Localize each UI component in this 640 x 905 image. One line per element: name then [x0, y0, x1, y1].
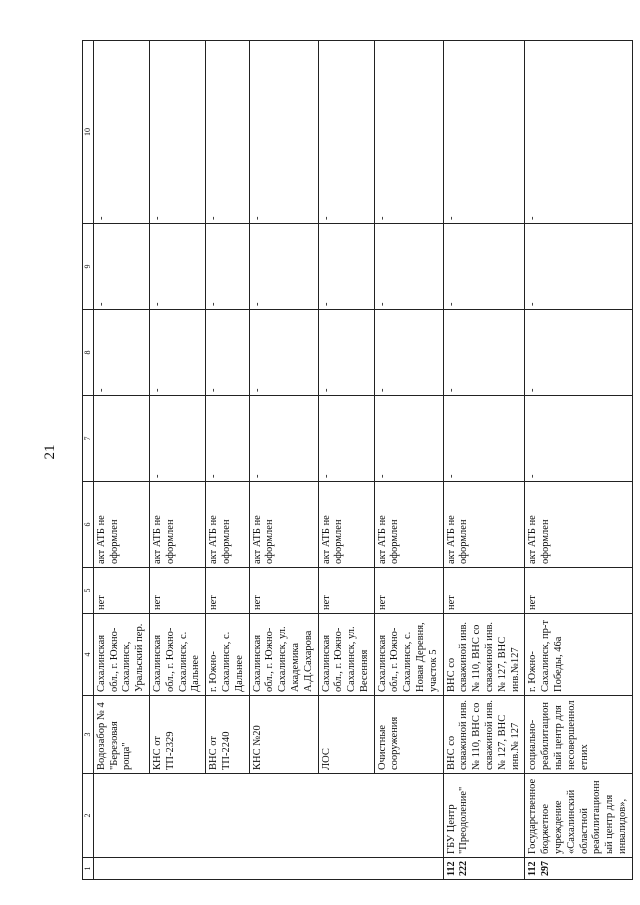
col8-value: -: [374, 310, 443, 396]
category: нет: [249, 568, 318, 614]
rotated-table: [82, 40, 629, 880]
act-status: акт АТБ не оформлен: [93, 482, 149, 568]
object-name: ВНС от ТП-2240: [206, 696, 249, 774]
org-name-cell: [93, 774, 443, 858]
object-name: ВНС со скважиной инв.№ 110, ВНС со скважиной инв. № 127, ВНС инв.№ 127: [443, 696, 525, 774]
table-row: [374, 41, 443, 880]
col9-value: -: [443, 224, 525, 310]
object-address: Сахалинская обл., г. Южно-Сахалинск, Уральский пер.: [93, 614, 149, 696]
col9-value: -: [318, 224, 374, 310]
col9-value: -: [374, 224, 443, 310]
column-number-row: [83, 41, 94, 880]
org-id-cell: 112222: [443, 858, 525, 880]
col10-value: -: [318, 41, 374, 224]
object-name: социально-реабилитационный центр для несовершеннолетних: [525, 696, 632, 774]
col10-value: -: [93, 41, 149, 224]
col10-value: -: [249, 41, 318, 224]
object-name: КНС от ТП-2329: [149, 696, 205, 774]
column-number: 9: [83, 224, 94, 310]
column-number: 5: [83, 568, 94, 614]
col8-value: -: [149, 310, 205, 396]
object-address: Сахалинская обл., г. Южно-Сахалинск, с. Дальнее: [149, 614, 205, 696]
table-row: [443, 41, 525, 880]
object-name: Очистные сооружения: [374, 696, 443, 774]
col7-value: -: [374, 396, 443, 482]
col10-value: -: [525, 41, 632, 224]
column-number: 2: [83, 774, 94, 858]
col8-value: -: [443, 310, 525, 396]
object-name: КНС №20: [249, 696, 318, 774]
org-id-cell: [93, 858, 443, 880]
object-address: Сахалинская обл., г. Южно-Сахалинск, ул. Академика А.Д.Сахарова: [249, 614, 318, 696]
column-number: 1: [83, 858, 94, 880]
object-address: г. Южно-Сахалинск, пр-т Победы, 46а: [525, 614, 632, 696]
page-number: 21: [42, 444, 58, 460]
category: нет: [374, 568, 443, 614]
org-name-cell: ГБУ Центр "Преодоление": [443, 774, 525, 858]
col10-value: -: [149, 41, 205, 224]
col8-value: -: [318, 310, 374, 396]
table-row: [318, 41, 374, 880]
table-row: [206, 41, 249, 880]
category: нет: [318, 568, 374, 614]
org-name-cell: Государственное бюджетное учреждение «Сахалинский областной реабилитационный центр для инвалидов»,: [525, 774, 632, 858]
col10-value: -: [206, 41, 249, 224]
table-row: [525, 41, 632, 880]
col7-value: -: [206, 396, 249, 482]
object-address: г. Южно-Сахалинск, с. Дальнее: [206, 614, 249, 696]
org-id-cell: 112297: [525, 858, 632, 880]
col7-value: -: [525, 396, 632, 482]
col9-value: -: [206, 224, 249, 310]
col9-value: -: [149, 224, 205, 310]
object-name: Водозабор № 4 "Березовая роща": [93, 696, 149, 774]
col7-value: [93, 396, 149, 482]
column-number: 8: [83, 310, 94, 396]
col9-value: -: [249, 224, 318, 310]
act-status: акт АТБ не оформлен: [443, 482, 525, 568]
col10-value: -: [374, 41, 443, 224]
table-row: [93, 41, 149, 880]
col8-value: -: [525, 310, 632, 396]
act-status: акт АТБ не оформлен: [206, 482, 249, 568]
col8-value: -: [249, 310, 318, 396]
col9-value: -: [525, 224, 632, 310]
col7-value: -: [443, 396, 525, 482]
object-address: Сахалинская обл., г. Южно-Сахалинск, с. Новая Деревня, участок 5: [374, 614, 443, 696]
act-status: акт АТБ не оформлен: [525, 482, 632, 568]
category: нет: [93, 568, 149, 614]
column-number: 4: [83, 614, 94, 696]
col10-value: -: [443, 41, 525, 224]
object-address: Сахалинская обл., г. Южно-Сахалинск, ул. Весенняя: [318, 614, 374, 696]
col7-value: -: [318, 396, 374, 482]
table-row: [249, 41, 318, 880]
column-number: 3: [83, 696, 94, 774]
category: нет: [206, 568, 249, 614]
col8-value: -: [93, 310, 149, 396]
act-status: акт АТБ не оформлен: [318, 482, 374, 568]
registry-table: [82, 40, 633, 880]
category: нет: [525, 568, 632, 614]
act-status: акт АТБ не оформлен: [249, 482, 318, 568]
col7-value: -: [149, 396, 205, 482]
act-status: акт АТБ не оформлен: [149, 482, 205, 568]
column-number: 10: [83, 41, 94, 224]
rotated-table-viewport: [82, 40, 629, 880]
col9-value: -: [93, 224, 149, 310]
column-number: 6: [83, 482, 94, 568]
table-row: [149, 41, 205, 880]
object-address: ВНС со скважиной инв.№ 110, ВНС со скважиной инв.№ 127, ВНС инв.№127: [443, 614, 525, 696]
category: нет: [443, 568, 525, 614]
object-name: ЛОС: [318, 696, 374, 774]
col8-value: -: [206, 310, 249, 396]
category: нет: [149, 568, 205, 614]
column-number: 7: [83, 396, 94, 482]
col7-value: -: [249, 396, 318, 482]
act-status: акт АТБ не оформлен: [374, 482, 443, 568]
